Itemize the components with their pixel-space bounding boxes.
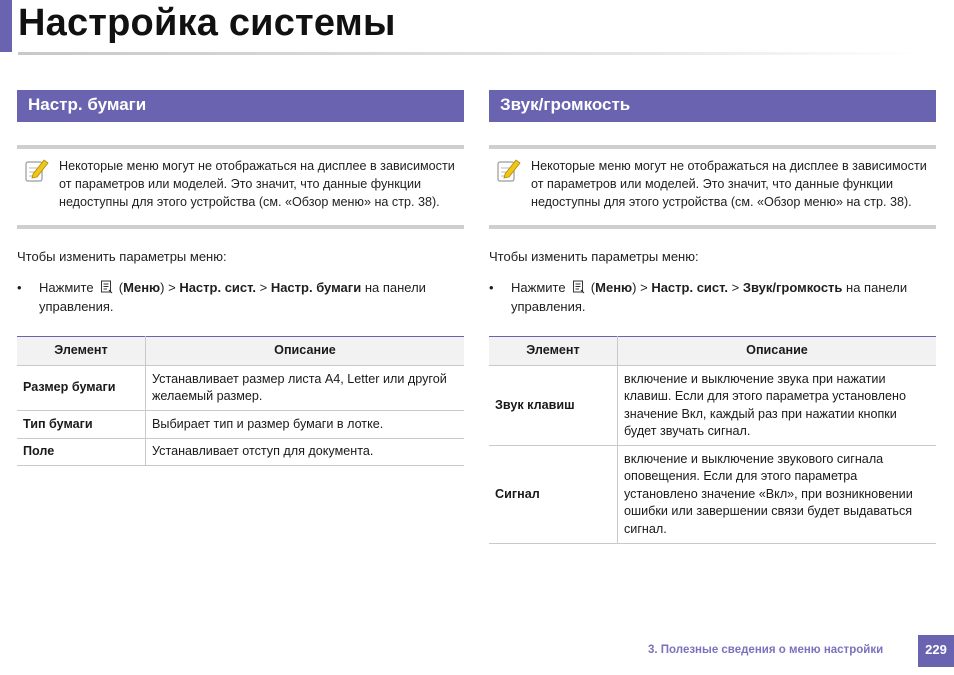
bullet-step2: Настр. бумаги — [270, 280, 362, 295]
bullet-prefix: Нажмите — [511, 280, 566, 295]
bullet-suffix: на панели управления. — [511, 280, 908, 314]
row-description: включение и выключение звукового сигнала оповещения. Если для этого параметра установлено значение «Вкл», при возникновении ошибки или завершении связи будет выдаваться сигнал. — [618, 446, 937, 544]
bullet-sep2: > — [727, 280, 743, 295]
section-heading: Звук/громкость — [489, 90, 936, 122]
intro-text: Чтобы изменить параметры меню: — [17, 249, 227, 264]
table-header-row — [17, 337, 464, 366]
bullet-open-paren: ( — [115, 280, 124, 295]
table-row — [17, 411, 464, 439]
page-title: Настройка системы — [18, 2, 396, 44]
table-row — [489, 446, 936, 544]
note-pencil-icon — [496, 156, 522, 184]
column-header-description: Описание — [618, 337, 937, 366]
row-item: Поле — [17, 439, 146, 466]
section-heading: Настр. бумаги — [17, 90, 464, 122]
row-description: Устанавливает отступ для документа. — [146, 439, 465, 466]
settings-table — [489, 336, 936, 544]
bullet-suffix: на панели управления. — [39, 280, 426, 314]
section-paper-settings — [17, 90, 464, 466]
row-item: Размер бумаги — [17, 366, 146, 411]
bullet-sep2: > — [255, 280, 271, 295]
column-header-item: Элемент — [489, 337, 618, 366]
note-box — [489, 145, 936, 229]
bullet-dot: • — [489, 280, 494, 295]
bullet-menu: Меню — [123, 280, 161, 295]
bullet-step2: Звук/громкость — [742, 280, 843, 295]
title-accent-bar — [0, 0, 12, 52]
note-text: Некоторые меню могут не отображаться на дисплее в зависимости от параметров или моделей. Это значит, что данные функции недоступны для этого устройства (см. «Обзор меню» на стр. 38). — [531, 159, 927, 209]
bullet-step1: Настр. сист. — [179, 280, 256, 295]
table-row — [17, 366, 464, 411]
instruction-bullet — [17, 278, 464, 316]
intro-text: Чтобы изменить параметры меню: — [489, 249, 699, 264]
section-sound-volume — [489, 90, 936, 544]
row-item: Звук клавиш — [489, 366, 618, 446]
settings-table — [17, 336, 464, 466]
menu-icon — [100, 280, 113, 294]
bullet-open-paren: ( — [587, 280, 596, 295]
column-header-description: Описание — [146, 337, 465, 366]
note-box — [17, 145, 464, 229]
table-header-row — [489, 337, 936, 366]
note-pencil-icon — [24, 156, 50, 184]
menu-icon — [572, 280, 585, 294]
instruction-bullet — [489, 278, 936, 316]
bullet-menu: Меню — [595, 280, 633, 295]
row-item: Сигнал — [489, 446, 618, 544]
table-row — [489, 366, 936, 446]
bullet-sep1: ) > — [632, 280, 652, 295]
bullet-prefix: Нажмите — [39, 280, 94, 295]
page-number: 229 — [918, 635, 954, 667]
footer-chapter-text: 3. Полезные сведения о меню настройки — [648, 644, 884, 656]
row-item: Тип бумаги — [17, 411, 146, 439]
column-header-item: Элемент — [17, 337, 146, 366]
bullet-sep1: ) > — [160, 280, 180, 295]
note-text: Некоторые меню могут не отображаться на дисплее в зависимости от параметров или моделей. Это значит, что данные функции недоступны для этого устройства (см. «Обзор меню» на стр. 38). — [59, 159, 455, 209]
table-row — [17, 439, 464, 466]
row-description: включение и выключение звука при нажатии клавиш. Если для этого параметра установлено значение Вкл, каждый раз при нажатии кнопки будет звучать сигнал. — [618, 366, 937, 446]
title-rule — [18, 52, 918, 55]
row-description: Устанавливает размер листа A4, Letter или другой желаемый размер. — [146, 366, 465, 411]
bullet-step1: Настр. сист. — [651, 280, 728, 295]
bullet-dot: • — [17, 280, 22, 295]
row-description: Выбирает тип и размер бумаги в лотке. — [146, 411, 465, 439]
